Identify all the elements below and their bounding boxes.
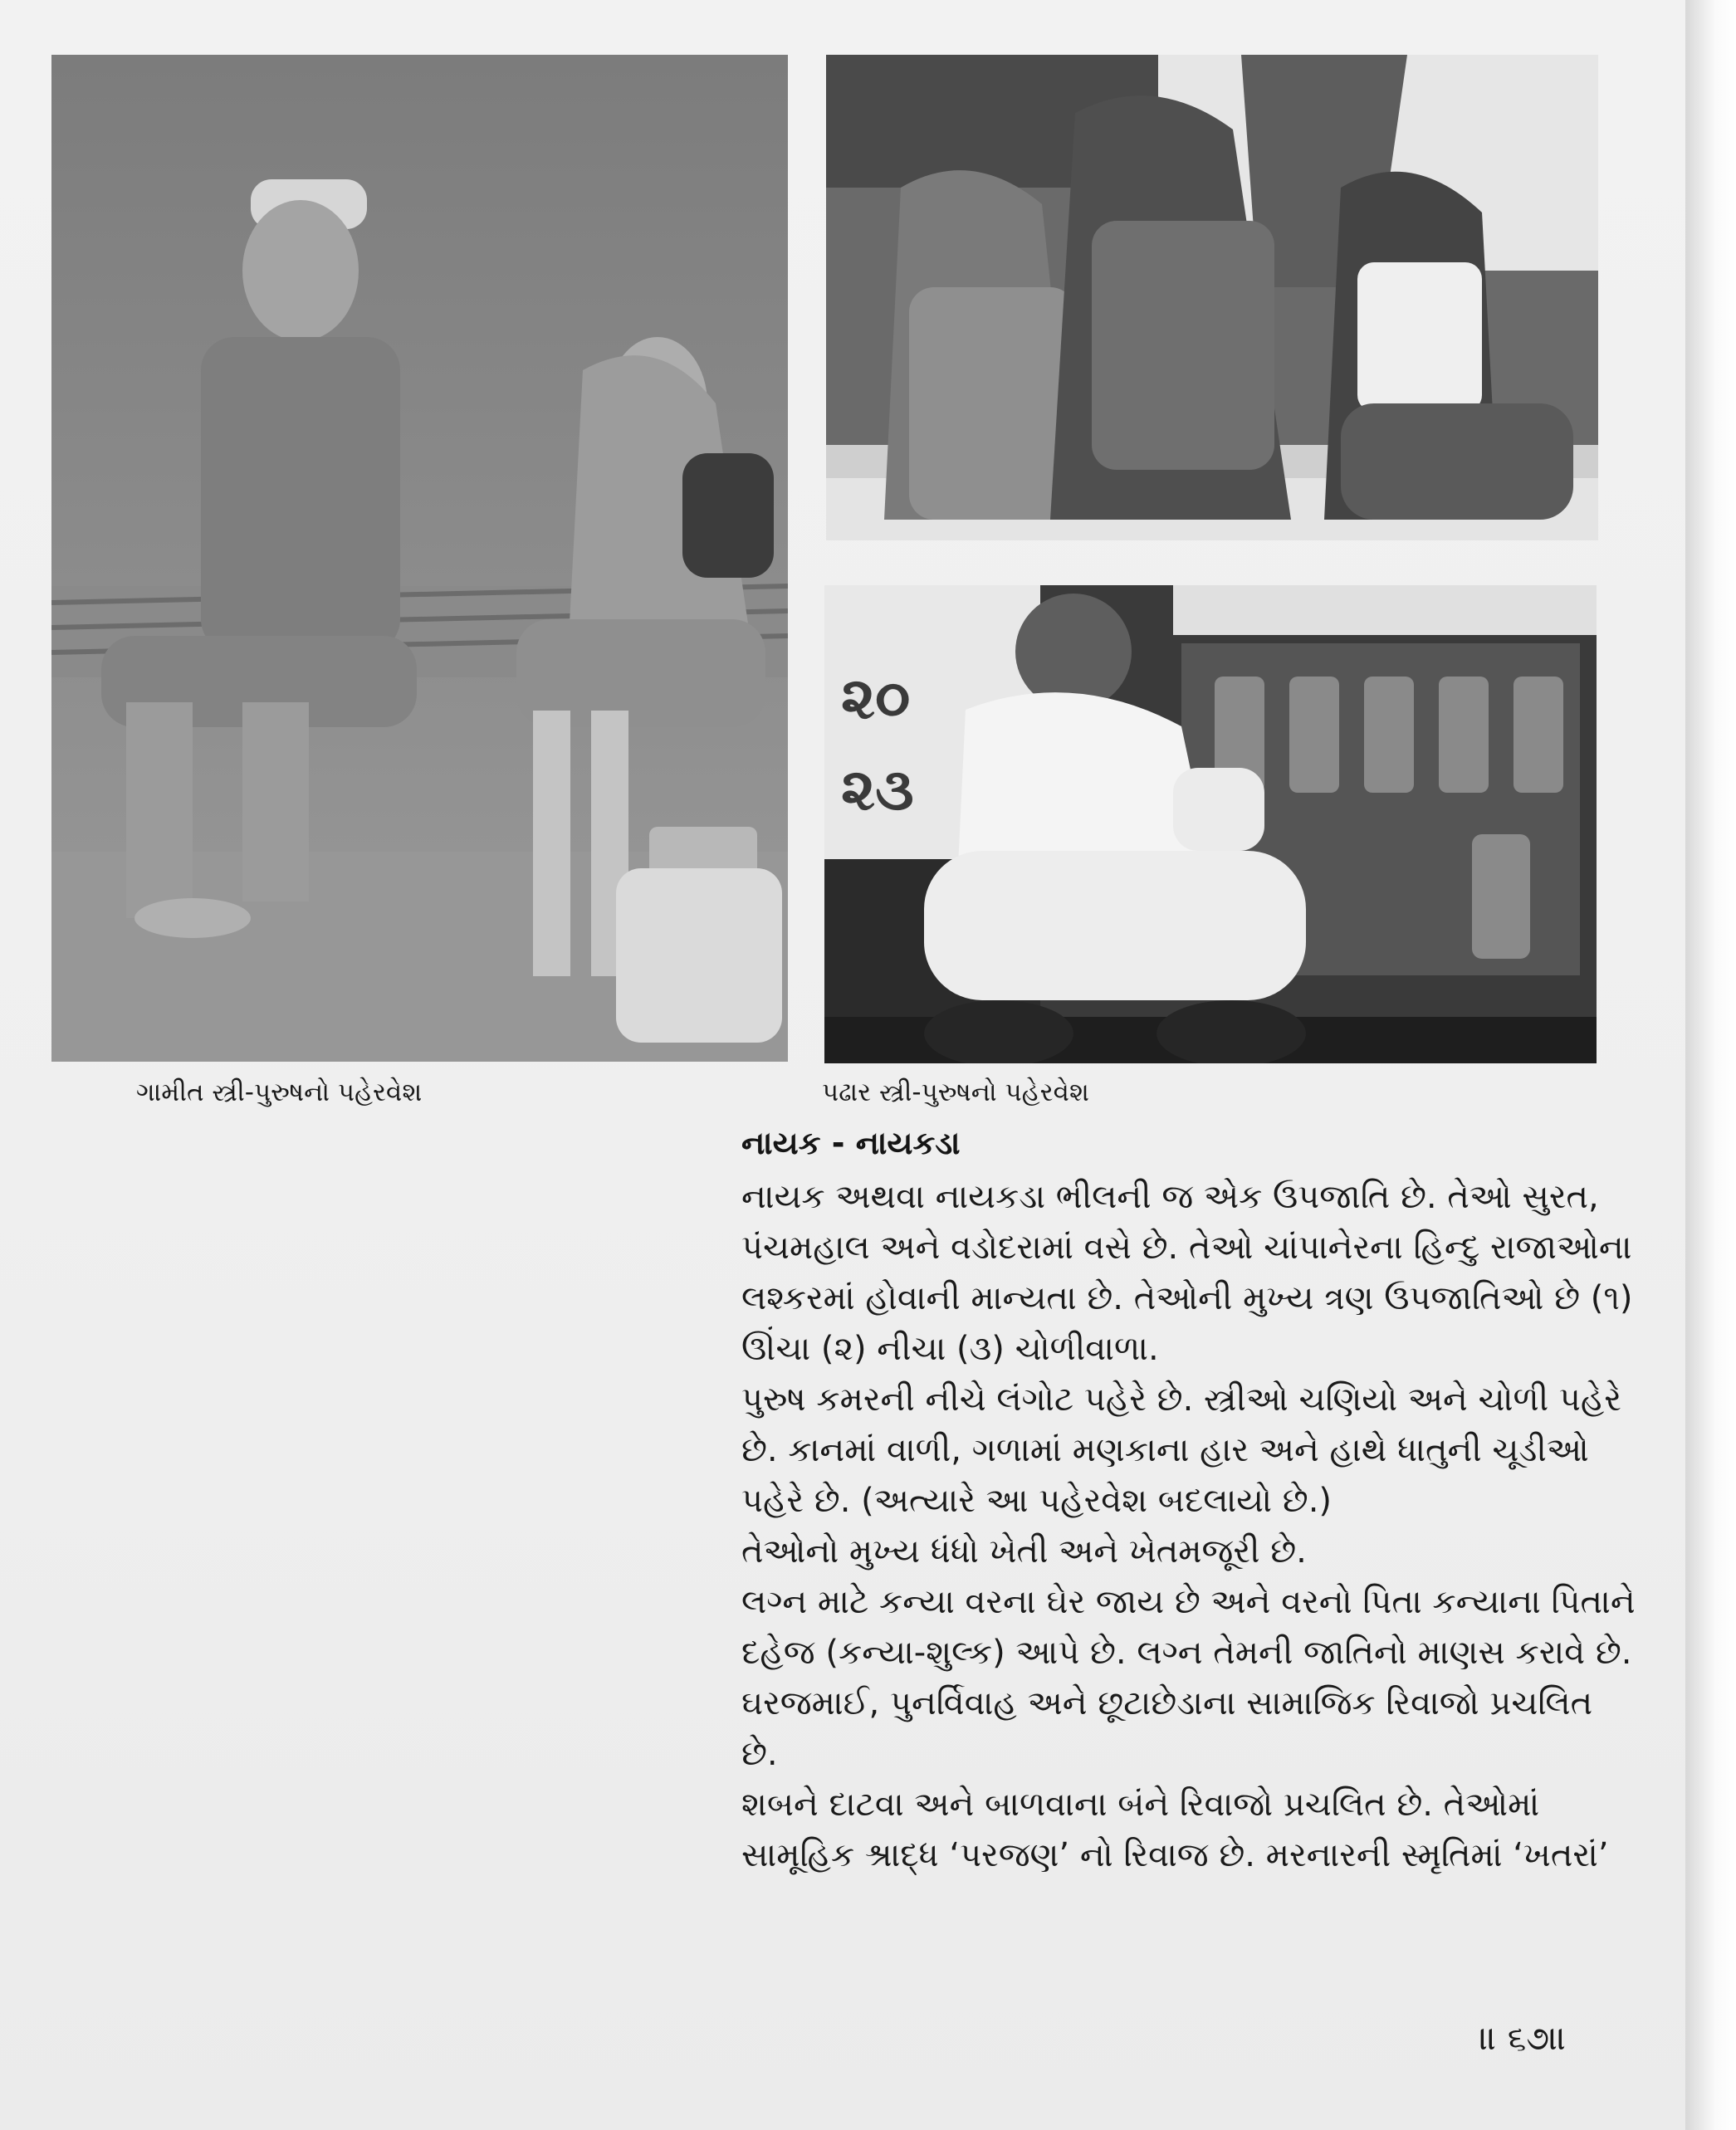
body-line: લશ્કરમાં હોવાની માન્યતા છે. તેઓની મુખ્ય ત્રણ ઉપજાતિઓ છે (૧) — [741, 1279, 1633, 1317]
padhar-women-photo — [826, 55, 1598, 540]
body-line: છે. કાનમાં વાળી, ગળામાં મણકાના હાર અને હાથે ધાતુની ચૂડીઓ — [741, 1431, 1589, 1469]
gamit-couple-image — [51, 55, 788, 1062]
caption-gamit: ગામીત સ્ત્રી-પુરુષનો પહેરવેશ — [136, 1077, 423, 1107]
shop-sign-text-2: ૨૩ — [841, 755, 914, 823]
padhar-women-image — [826, 55, 1598, 540]
section-body — [741, 1172, 1636, 1881]
section-heading: નાયક - નાયકડા — [741, 1125, 961, 1161]
body-line: શબને દાટવા અને બાળવાના બંને રિવાજો પ્રચલિત છે. તેઓમાં — [741, 1786, 1540, 1824]
body-line: પહેરે છે. (અત્યારે આ પહેરવેશ બદલાયો છે.) — [741, 1482, 1333, 1520]
body-line: સામૂહિક શ્રાદ્ધ ‘પરજણ’ નો રિવાજ છે. મરનારની સ્મૃતિમાં ‘ખતરાં’ — [741, 1836, 1609, 1874]
page-edge — [1685, 0, 1736, 2130]
body-line: લગ્ન માટે કન્યા વરના ઘેર જાય છે અને વરનો પિતા કન્યાના પિતાને — [741, 1583, 1636, 1621]
body-line: ઊંચા (૨) નીચા (૩) ચોળીવાળા. — [741, 1330, 1159, 1368]
body-line: તેઓનો મુખ્ય ધંધો ખેતી અને ખેતમજૂરી છે. — [741, 1532, 1307, 1571]
body-line: છે. — [741, 1735, 778, 1773]
padhar-man-photo — [824, 585, 1597, 1063]
body-line: પુરુષ કમરની નીચે લંગોટ પહેરે છે. સ્ત્રીઓ ચણિયો અને ચોળી પહેરે — [741, 1380, 1621, 1419]
caption-padhar: પઢાર સ્ત્રી-પુરુષનો પહેરવેશ — [822, 1077, 1089, 1107]
padhar-man-image — [824, 585, 1597, 1063]
body-line: નાયક અથવા નાયકડા ભીલની જ એક ઉપજાતિ છે. તેઓ સુરત, — [741, 1178, 1599, 1216]
gamit-couple-photo — [51, 55, 788, 1062]
body-line: દહેજ (કન્યા-શુલ્ક) આપે છે. લગ્ન તેમની જાતિનો માણસ કરાવે છે. — [741, 1634, 1632, 1672]
body-line: પંચમહાલ અને વડોદરામાં વસે છે. તેઓ ચાંપાનેરના હિન્દુ રાજાઓના — [741, 1229, 1632, 1267]
body-line: ઘરજમાઈ, પુનર્વિવાહ અને છૂટાછેડાના સામાજિક રિવાજો પ્રચલિત — [741, 1684, 1593, 1722]
shop-sign-text-1: ૨૦ — [841, 664, 911, 732]
page-number: ॥ ૬૭॥ — [1479, 2020, 1567, 2058]
